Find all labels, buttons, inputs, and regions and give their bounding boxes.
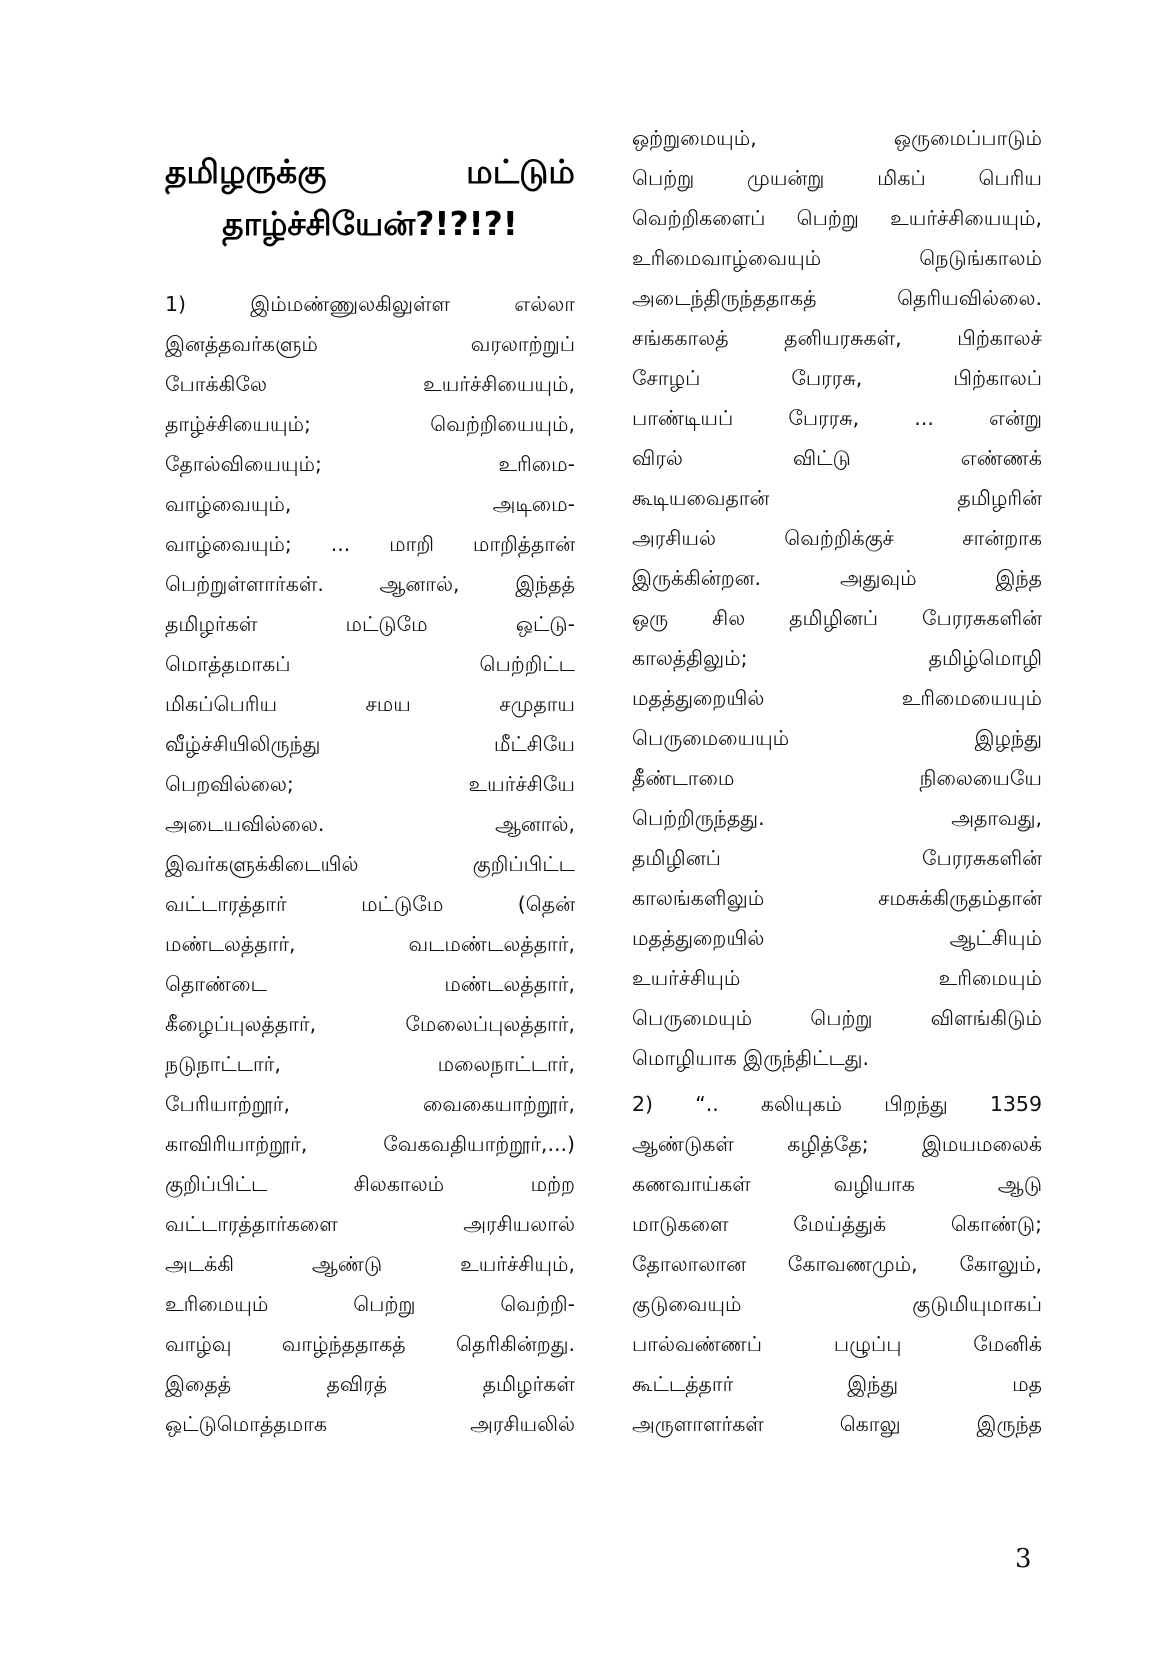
text-line: நடுநாட்டார், மலைநாட்டார், [165,1052,575,1076]
text-line: பெறவில்லை; உயர்ச்சியே [165,772,575,796]
text-line: உரிமையும் பெற்று வெற்றி- [165,1292,575,1316]
text-line: வாழ்வு வாழ்ந்ததாகத் தெரிகின்றது. [165,1332,575,1356]
text-line: பெருமையையும் இழந்து [632,726,1042,750]
text-line: உரிமைவாழ்வையும் நெடுங்காலம் [632,246,1042,270]
text-line: தமிழர்கள் மட்டுமே ஒட்டு- [165,612,575,636]
text-line: கூடியவைதான் தமிழரின் [632,486,1042,510]
text-line: விரல் விட்டு எண்ணக் [632,446,1042,470]
right-paragraph-2 [632,1084,1042,1444]
text-line: வாழ்வையும், அடிமை- [165,492,575,516]
text-line: போக்கிலே உயர்ச்சியையும், [165,372,575,396]
text-line: மதத்துறையில் உரிமையையும் [632,686,1042,710]
text-line: மதத்துறையில் ஆட்சியும் [632,926,1042,950]
text-line: உயர்ச்சியும் உரிமையும் [632,966,1042,990]
text-line: பெற்று முயன்று மிகப் பெரிய [632,166,1042,190]
text-line: கீழைப்புலத்தார், மேலைப்புலத்தார், [165,1012,575,1036]
text-line: தாழ்ச்சியையும்; வெற்றியையும், [165,412,575,436]
text-line: அரசியல் வெற்றிக்குச் சான்றாக [632,526,1042,550]
text-line: மொழியாக இருந்திட்டது. [632,1046,870,1070]
text-line: ஒற்றுமையும், ஒருமைப்பாடும் [632,126,1042,150]
text-line: இதைத் தவிரத் தமிழர்கள் [165,1372,575,1396]
text-line: அடையவில்லை. ஆனால், [165,812,575,836]
text-line: வெற்றிகளைப் பெற்று உயர்ச்சியையும், [632,206,1042,230]
text-line: இருக்கின்றன. அதுவும் இந்த [632,566,1042,590]
text-line: சங்ககாலத் தனியரசுகள், பிற்காலச் [632,326,1042,350]
right-paragraph-1 [632,118,1042,1078]
title-word-2: மட்டும் [466,152,575,191]
article-title [165,146,575,250]
text-line: காவிரியாற்றூர், வேகவதியாற்றூர்,...) [165,1132,575,1156]
text-line: பெற்றிருந்தது. அதாவது, [632,806,1042,830]
text-line: இனத்தவர்களும் வரலாற்றுப் [165,332,575,356]
text-line: காலத்திலும்; தமிழ்மொழி [632,646,1042,670]
text-line: ஆண்டுகள் கழித்தே; இமயமலைக் [632,1132,1042,1156]
text-line: பெருமையும் பெற்று விளங்கிடும் [632,1006,1042,1030]
text-line: தமிழினப் பேரரசுகளின் [632,846,1042,870]
text-line: அடக்கி ஆண்டு உயர்ச்சியும், [165,1252,575,1276]
text-line: வட்டாரத்தார் மட்டுமே (தென் [165,892,575,916]
text-line: மொத்தமாகப் பெற்றிட்ட [165,652,575,676]
text-line: கூட்டத்தார் இந்து மத [632,1372,1042,1396]
page-number: 3 [1015,1544,1032,1574]
left-paragraph [165,284,575,1444]
text-line: ஒரு சில தமிழினப் பேரரசுகளின் [632,606,1042,630]
title-line-1 [165,146,575,198]
text-line: இவர்களுக்கிடையில் குறிப்பிட்ட [165,852,575,876]
text-line: சோழப் பேரரசு, பிற்காலப் [632,366,1042,390]
left-column [165,118,575,1444]
text-line: அடைந்திருந்ததாகத் தெரியவில்லை. [632,286,1042,310]
text-line: பெற்றுள்ளார்கள். ஆனால், இந்தத் [165,572,575,596]
text-line: தோல்வியையும்; உரிமை- [165,452,575,476]
title-word-1: தமிழருக்கு [165,152,327,191]
text-line: பேரியாற்றூர், வைகையாற்றூர், [165,1092,575,1116]
text-line: வாழ்வையும்; ... மாறி மாறித்தான் [165,532,575,556]
text-line: தீண்டாமை நிலையையே [632,766,1042,790]
title-line-2: தாழ்ச்சியேன்?!?!?! [222,204,518,243]
text-line: மிகப்பெரிய சமய சமுதாய [165,692,575,716]
text-line: கணவாய்கள் வழியாக ஆடு [632,1172,1042,1196]
text-line: வட்டாரத்தார்களை அரசியலால் [165,1212,575,1236]
text-line: தொண்டை மண்டலத்தார், [165,972,575,996]
text-line: ஒட்டுமொத்தமாக அரசியலில் [165,1412,575,1436]
text-line: 2) “.. கலியுகம் பிறந்து 1359 [632,1092,1042,1116]
text-line: குடுவையும் குடுமியுமாகப் [632,1292,1042,1316]
text-line: பாண்டியப் பேரரசு, ... என்று [632,406,1042,430]
text-line: குறிப்பிட்ட சிலகாலம் மற்ற [165,1172,575,1196]
text-line: பால்வண்ணப் பழுப்பு மேனிக் [632,1332,1042,1356]
text-line: மாடுகளை மேய்த்துக் கொண்டு; [632,1212,1042,1236]
text-line: மண்டலத்தார், வடமண்டலத்தார், [165,932,575,956]
text-line: காலங்களிலும் சமசுக்கிருதம்தான் [632,886,1042,910]
text-line: 1) இம்மண்ணுலகிலுள்ள எல்லா [165,292,575,316]
text-line: அருளாளர்கள் கொலு இருந்த [632,1412,1042,1436]
text-line: வீழ்ச்சியிலிருந்து மீட்சியே [165,732,575,756]
right-column [632,118,1042,1444]
text-line: தோலாலான கோவணமும், கோலும், [632,1252,1042,1276]
